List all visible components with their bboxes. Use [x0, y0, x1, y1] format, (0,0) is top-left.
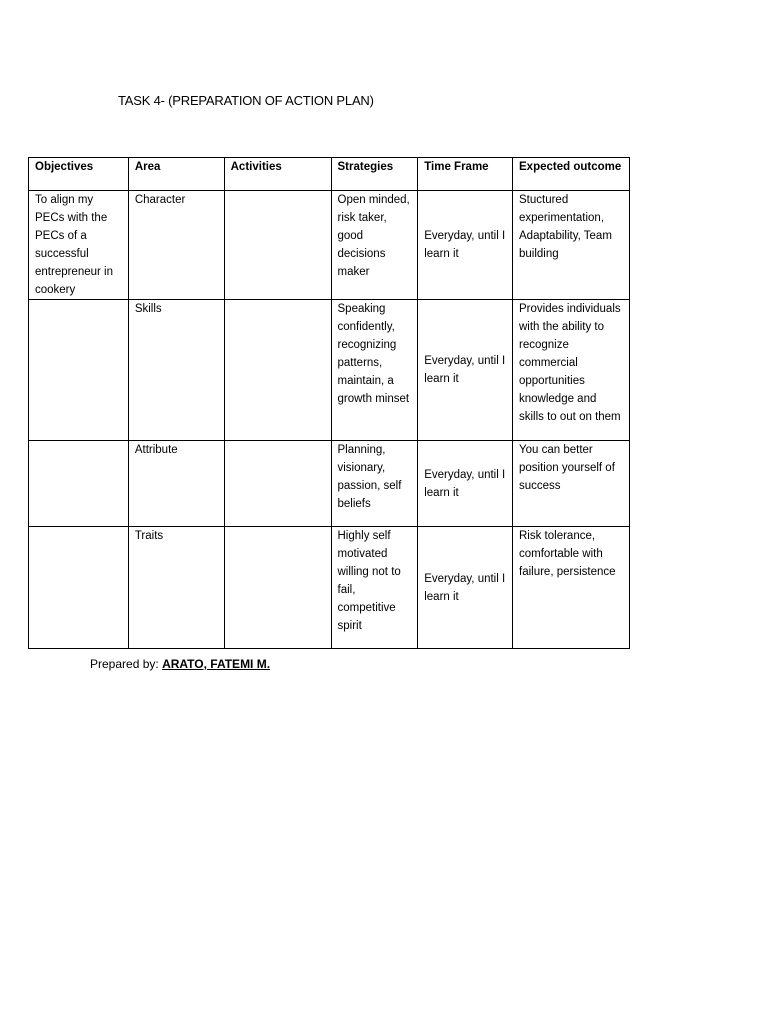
header-expected-outcome: Expected outcome	[513, 158, 630, 191]
header-time-frame: Time Frame	[418, 158, 513, 191]
cell-activities	[224, 527, 331, 649]
preparer-name: ARATO, FATEMI M.	[162, 657, 271, 671]
cell-time-frame: Everyday, until I learn it	[418, 527, 513, 649]
cell-activities	[224, 441, 331, 527]
table-row	[29, 191, 630, 300]
table-row	[29, 441, 630, 527]
prepared-by	[90, 657, 270, 671]
table-header-row	[29, 158, 630, 191]
cell-activities	[224, 300, 331, 441]
cell-time-frame: Everyday, until I learn it	[418, 441, 513, 527]
cell-expected-outcome: Stuctured experimentation, Adaptability, Team building	[513, 191, 630, 300]
header-area: Area	[128, 158, 224, 191]
cell-area: Attribute	[128, 441, 224, 527]
table-row	[29, 527, 630, 649]
cell-expected-outcome: Risk tolerance, comfortable with failure, persistence	[513, 527, 630, 649]
cell-strategies: Planning, visionary, passion, self beliefs	[331, 441, 418, 527]
cell-area: Character	[128, 191, 224, 300]
cell-strategies: Speaking confidently, recognizing patterns, maintain, a growth minset	[331, 300, 418, 441]
prepared-by-label: Prepared by:	[90, 657, 159, 671]
cell-time-frame: Everyday, until I learn it	[418, 300, 513, 441]
action-plan-table	[28, 157, 630, 649]
header-objectives: Objectives	[29, 158, 129, 191]
header-strategies: Strategies	[331, 158, 418, 191]
cell-strategies: Highly self motivated willing not to fail, competitive spirit	[331, 527, 418, 649]
table-row	[29, 300, 630, 441]
cell-expected-outcome: You can better position yourself of success	[513, 441, 630, 527]
cell-objective	[29, 300, 129, 441]
cell-objective: To align my PECs with the PECs of a successful entrepreneur in cookery	[29, 191, 129, 300]
cell-area: Traits	[128, 527, 224, 649]
cell-objective	[29, 441, 129, 527]
cell-strategies: Open minded, risk taker, good decisions maker	[331, 191, 418, 300]
cell-expected-outcome: Provides individuals with the ability to recognize commercial opportunities knowledge and skills to out on them	[513, 300, 630, 441]
cell-objective	[29, 527, 129, 649]
header-activities: Activities	[224, 158, 331, 191]
cell-activities	[224, 191, 331, 300]
page-title: TASK 4- (PREPARATION OF ACTION PLAN)	[118, 93, 374, 108]
cell-area: Skills	[128, 300, 224, 441]
cell-time-frame: Everyday, until I learn it	[418, 191, 513, 300]
